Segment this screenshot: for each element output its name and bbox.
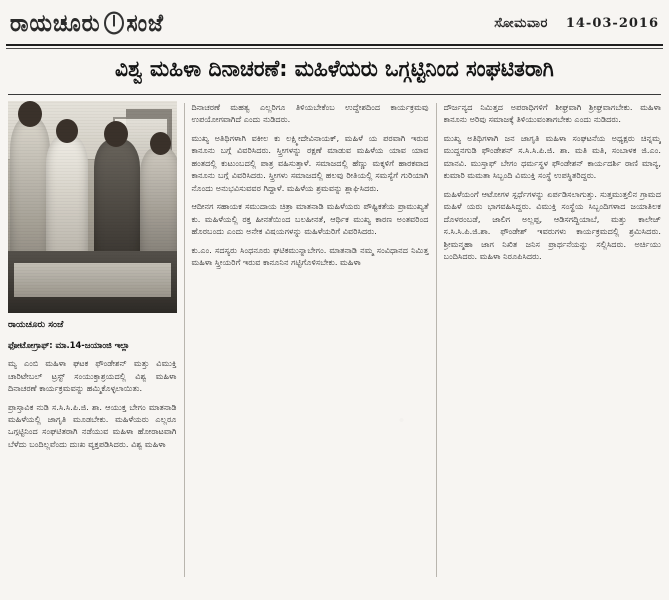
paragraph: ಮುಖ್ಯ ಅತಿಥಿಗಳಾಗಿ ವಕೀಲ ಕು ಲಕ್ಷ್ಮೀದೇವಿನಾಯಕ್, ಮಹಿಳೆ ಯ ಪರವಾಗಿ ಇರುವ ಕಾನೂನು ಬಗ್ಗೆ ವಿವರಿಸಿದರು. ಸ್ತ್ರೀಗಳನ್ನು ರಕ್ಷಣೆ ಮಾಡುವ ಮಹಿಳೆಯ ಯಾವ ಯಾವ ಹಂತದಲ್ಲಿ ಕುಟುಂಬದಲ್ಲಿ ಪಾತ್ರ ವಹಿಸುತ್ತಾಳೆ. ಸಮಾಜದಲ್ಲಿ ಹೆಣ್ಣು ಮಕ್ಕಳಿಗೆ ಹಾರಕವಾದ ಕಾನೂನು ಬಗ್ಗೆ ವಿವರಿಸಿದರು. ಸ್ತ್ರೀಗಳು ಸಮಾಜದಲ್ಲಿ ಹಲವು ರೀತಿಯಲ್ಲಿ ಸಮಸ್ಯೆಗೆ ಗುರಿಯಾಗಿ ನೊಂದು ಅನುಭವಿಸುವವರ ಗಿದ್ದಾಳೆ. ಮಹಿಳೆಯ ಶ್ರಮವನ್ನು ಶ್ಲಾಘಿಸಿದರು. xyxy=(191,132,429,193)
article-body xyxy=(0,95,669,581)
logo-text-left: ರಾಯಚೂರು xyxy=(10,8,101,37)
masthead-rule-thick xyxy=(6,44,663,46)
paragraph: ಆದೀನಗ ಸಹಾಯಕ ಸಮುದಾಯ ಚಿತ್ರಾ ಮಾತನಾಡಿ ಮಹಿಳೆಯರು ಪೌಷ್ಟಿಕತೆಯ ಪ್ರಾಮುಖ್ಯತೆ ಕು. ಮಹಿಳೆಯಲ್ಲಿ ರಕ್ತ ಹೀನತೆಯಿಂದ ಬಲಹೀನತೆ, ಆರ್ಥಿಕ ಮುಖ್ಯ ಕಾರಣ ಅಂತವರಿಂದ ಹೊರಬಂದು ಎಂದು ಅನೇಕ ವಿಷಯಗಳನ್ನು ಮಹಿಳೆಯರಿಗೆ ವಿವರಿಸಿದರು. xyxy=(191,201,429,237)
byline: ರಾಯಚೂರು ಸಂಜೆ xyxy=(8,320,64,330)
paragraph: ದಿನಾಚರಣೆ ಮಹತ್ವ ಎಲ್ಲರಿಗೂ ತಿಳಿಯಬೇಕೆಂಬ ಉದ್ದೇಶದಿಂದ ಕಾರ್ಯಕ್ರಮವು ಉಪಯೋಗವಾಗಿದೆ ಎಂದು ನುಡಿದರು. xyxy=(191,102,429,125)
headline-block xyxy=(0,49,669,86)
paragraph: ಮ್ಯ ಎಂಬಿ ಮಹಿಳಾ ಘಟಕ ಫೌಂಡೇಶನ್ ಮತ್ತು ವಿಮುಕ್ತಿ ಚಾರಿಟೇಬಲ್ ಟ್ರಸ್ಟ್ ಸಂಯುಕ್ತಾಶ್ರಯದಲ್ಲಿ ವಿಶ್ವ ಮಹಿಳಾ ದಿನಾಚರಣೆ ಕಾರ್ಯಕ್ರಮವನ್ನು ಹಮ್ಮಿಕೊಳ್ಳಲಾಯಿತು. xyxy=(8,358,177,394)
masthead xyxy=(0,0,669,42)
dateline: ಫೋಟೋಗ್ರಾಫ್: ಮಾ.14-ಜಯಾಂಜಿ ಇಲ್ಲಾ xyxy=(8,339,130,350)
paragraph: ಪ್ರಾಸ್ತಾವಿಕ ನುಡಿ ಸ.ಸಿ.ಸಿ.ಪಿ.ಜಿ. ಶಾ. ಆಯುಕ್ತ ಬೇಗಂ ಮಾತನಾಡಿ ಮಹಿಳೆಯಲ್ಲಿ ಜಾಗೃತಿ ಮೂಡಬೇಕು. ಮಹಿಳೆಯರು ಎಲ್ಲರೂ ಒಗ್ಗಟ್ಟಿನಿಂದ ಸಂಘಟಿತರಾಗಿ ನಡೆಯುವ ಮಹಿಳಾ ಹೋರಾಟವಾಗಿ ಬೆಳೆದು ಬಂದಿಲ್ಲವೆಂದು ದುಃಖ ವ್ಯಕ್ತಪಡಿಸಿದರು. ವಿಶ್ವ ಮಹಿಳಾ xyxy=(8,401,177,449)
womens-day-event-photo xyxy=(8,101,177,313)
column-divider xyxy=(436,103,437,577)
newspaper-logo xyxy=(10,8,164,38)
paragraph: ಮುಖ್ಯ ಅತಿಥಿಗಳಾಗಿ ಜನ ಜಾಗೃತಿ ಮಹಿಳಾ ಸಂಘಟನೆಯ ಅಧ್ಯಕ್ಷರು ಚಿನ್ನಮ್ಮ ಮುದ್ದನಗುಡಿ ಫೌಂಡೇಶನ್ ಸ.ಸಿ.ಸಿ.ಪಿ.ಜಿ. ಶಾ. ಮತಿ ಮತಿ, ಸಂಬಾಳಕ ಜಿ.ಎಂ. ಮಾನವಿ. ಮುಸ್ತಾಫ್ ಬೇಗಂ ಧರ್ಮಸ್ಥಳ ಫೌಂಡೇಶನ್ ಕಾರ್ಯದರ್ಶಿ ರಾಣಿ ಮಾನ್ಯ, ಕುಮಾರಿ ಮಮತಾ ಸಿಬ್ಬಂದಿ ವಿಮುಕ್ತಿ ಸಂಸ್ಥೆ ಉಪಸ್ಥಿತರಿದ್ದರು. xyxy=(443,132,661,181)
masthead-meta xyxy=(494,16,659,31)
paragraph: ಕು.ಎಂ. ಸದಸ್ಯರು ಸಿಂಧನೂರು ಘಟಿಕಮುನ್ನಾಬೇಗಂ. ಮಾತನಾಡಿ ನಮ್ಮ ಸಂವಿಧಾನದ ನಿಮಿತ್ತ ಮಹಿಳಾ ಸ್ತ್ರೀಯರಿಗೆ ಇರುವ ಕಾನೂನಿನ ಗಟ್ಟಿಗೊಳಿಸಬೇಕು. ಮಹಿಳಾ xyxy=(191,244,429,268)
paragraph: ಮಹಿಳೆಯಂಗೆ ಆಟೋಗಳ ಸ್ಪರ್ಧೆಗಳನ್ನು ಏರ್ಪಡಿಸಲಾಗುತ್ತು. ಸುತ್ತಮುತ್ತಲಿನ ಗ್ರಾಮದ ಮಹಿಳೆ ಯರು ಭಾಗವಹಿಸಿದ್ದರು. ವಿಮುಕ್ತಿ ಸಂಸ್ಥೆಯ ಸಿಬ್ಬಂದಿಗಳಾದ ಜಯಾತಿಲಕ ದೊಳರಂಬಡೆ, ಜಾಲಿಗ ಅಲ್ಲಪ್ಪ, ಆಡಿಸಗದ್ದಿಯಾಬೆ, ಮತ್ತು ಕಾಲೇಜ್ ಸ.ಸಿ.ಸಿ.ಪಿ.ಜಿ.ಶಾ. ಫೌಂಡೇಶ್ ಇವರುಗಳು ಕಾರ್ಯಕ್ರಮದಲ್ಲಿ ಶ್ರಮಿಸಿದರು. ಶ್ರೀಮನ್ಮಹಾ ಜಾಗ ನಿಖಿತ ಜನಿಸ ಪ್ರಾರ್ಥನೆಯನ್ನು ಸಲ್ಲಿಸಿದರು. ಅರ್ಚಿಯು ಬಂದಿಸಿದರು. ಮಹಿಳಾ ನಿರೂಪಿಸಿದರು. xyxy=(443,188,661,262)
circle-emblem-icon xyxy=(104,12,124,35)
publication-date: 14-03-2016 xyxy=(565,15,659,31)
byline-block xyxy=(8,318,177,333)
logo-text-right: ಸಂಜೆ xyxy=(126,8,164,37)
column-divider xyxy=(184,103,185,577)
publication-day: ಸೋಮವಾರ xyxy=(494,15,548,31)
paragraph: ದೌರ್ಜನ್ಯದ ನಿಮಿತ್ತದ ಅಪರಾಧಿಗಳಿಗೆ ಶೀಘ್ರವಾಗಿ ಶ್ರೀಘ್ರವಾಗಬೇಕು. ಮಹಿಳಾ ಕಾನೂನು ಅರಿವು ಸಮಾಜಕ್ಕೆ ತಿಳಿಯುವಂತಾಗಬೇಕು ಎಂದು ನುಡಿದರು. xyxy=(443,102,661,125)
photo-print-grain xyxy=(8,101,177,313)
article-headline: ವಿಶ್ವ ಮಹಿಳಾ ದಿನಾಚರಣೆ: ಮಹಿಳೆಯರು ಒಗ್ಗಟ್ಟಿನಿಂದ ಸಂಘಟಿತರಾಗಿ xyxy=(115,54,554,82)
column-right xyxy=(444,101,661,577)
dateline-block xyxy=(8,339,177,352)
column-left xyxy=(8,101,177,577)
column-middle xyxy=(191,101,428,577)
